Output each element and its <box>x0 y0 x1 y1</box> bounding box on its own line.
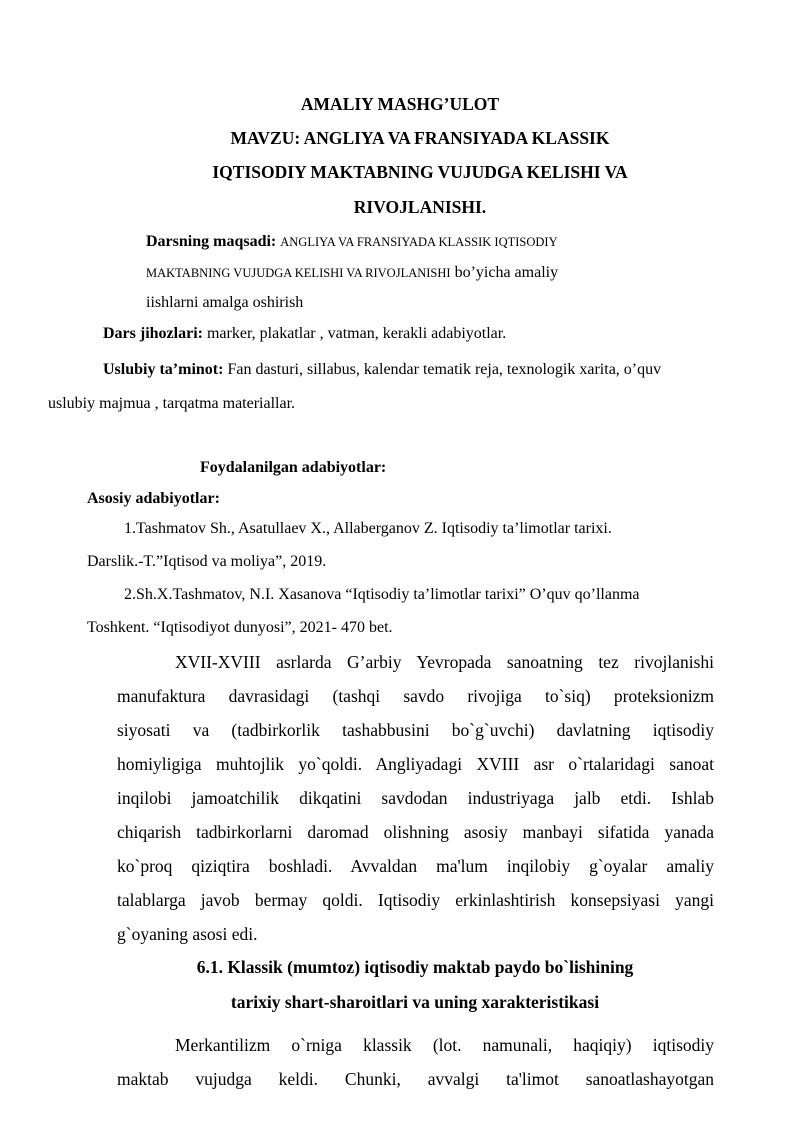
paragraph-1-line-5: inqilobi jamoatchilik dikqatini savdodan industriyaga jalb etdi. Ishlab <box>117 788 714 808</box>
maqsad-caps-2: MAKTABNING VUJUDGA KELISHI VA RIVOJLANISHI <box>146 266 451 280</box>
maqsad-text-2: bo’yicha amaliy <box>450 264 559 281</box>
paragraph-1-line-8: talablarga javob bermay qoldi. Iqtisodiy erkinlashtirish konsepsiyasi yangi <box>117 890 714 910</box>
doc-title-line-4: RIVOJLANISHI. <box>353 197 487 217</box>
taminot-line-2: uslubiy majmua , tarqatma materiallar. <box>48 395 296 412</box>
paragraph-1-line-2: manufaktura davrasidagi (tashqi savdo rivojiga to`siq) proteksionizm <box>117 686 714 706</box>
paragraph-1-line-7: ko`proq qiziqtira boshladi. Avvaldan ma'lum inqilobiy g`oyalar amaliy <box>117 856 714 876</box>
doc-title-line-2: MAVZU: ANGLIYA VA FRANSIYADA KLASSIK <box>230 128 610 148</box>
doc-title-line-3: IQTISODIY MAKTABNING VUJUDGA KELISHI VA <box>212 162 628 182</box>
paragraph-2-line-1: Merkantilizm o`rniga klassik (lot. namunali, haqiqiy) iqtisodiy <box>175 1035 714 1055</box>
asosiy-adabiyotlar-heading: Asosiy adabiyotlar: <box>87 490 220 507</box>
maqsad-line-1 <box>146 231 558 253</box>
section-heading-line-2: tarixiy shart-sharoitlari va uning xarakteristikasi <box>230 992 600 1012</box>
adabiyotlar-heading: Foydalanilgan adabiyotlar: <box>200 459 387 476</box>
reference-2-line-2: Toshkent. “Iqtisodiyot dunyosi”, 2021- 470 bet. <box>87 619 393 636</box>
paragraph-1-line-1: XVII-XVIII asrlarda G’arbiy Yevropada sanoatning tez rivojlanishi <box>175 652 714 672</box>
doc-title-line-1: AMALIY MASHG’ULOT <box>300 94 500 114</box>
reference-1-line-2: Darslik.-T.”Iqtisod va moliya”, 2019. <box>87 553 327 570</box>
reference-1-line-1: 1.Tashmatov Sh., Asatullaev X., Allaberganov Z. Iqtisodiy ta’limotlar tarixi. <box>124 520 612 537</box>
paragraph-1-line-9: g`oyaning asosi edi. <box>117 924 258 944</box>
section-heading-line-1: 6.1. Klassik (mumtoz) iqtisodiy maktab paydo bo`lishining <box>196 957 634 977</box>
maqsad-label: Darsning maqsadi: <box>146 233 277 250</box>
paragraph-2-line-2: maktab vujudga keldi. Chunki, avvalgi ta'limot sanoatlashayotgan <box>117 1069 714 1089</box>
reference-2-line-1: 2.Sh.X.Tashmatov, N.I. Xasanova “Iqtisodiy ta’limotlar tarixi” O’quv qo’llanma <box>124 586 640 603</box>
jihozlar-label: Dars jihozlari: <box>103 325 203 342</box>
maqsad-line-3: iishlarni amalga oshirish <box>146 294 304 311</box>
maqsad-caps-1: ANGLIYA VA FRANSIYADA KLASSIK IQTISODIY <box>280 235 558 249</box>
jihozlar-text: marker, plakatlar , vatman, kerakli adabiyotlar. <box>202 325 507 342</box>
maqsad-line-2 <box>146 262 558 284</box>
jihozlar-line <box>103 323 506 345</box>
paragraph-1-line-6: chiqarish tadbirkorlarni daromad olishning asosiy manbayi sifatida yanada <box>117 822 714 842</box>
paragraph-1-line-4: homiyligiga muhtojlik yo`qoldi. Angliyadagi XVIII asr o`rtalaridagi sanoat <box>117 754 714 774</box>
taminot-label: Uslubiy ta’minot: <box>103 361 224 378</box>
taminot-text-1: Fan dasturi, sillabus, kalendar tematik reja, texnologik xarita, o’quv <box>223 361 662 378</box>
taminot-line-1 <box>103 359 661 381</box>
paragraph-1-line-3: siyosati va (tadbirkorlik tashabbusini bo`g`uvchi) davlatning iqtisodiy <box>117 720 714 740</box>
